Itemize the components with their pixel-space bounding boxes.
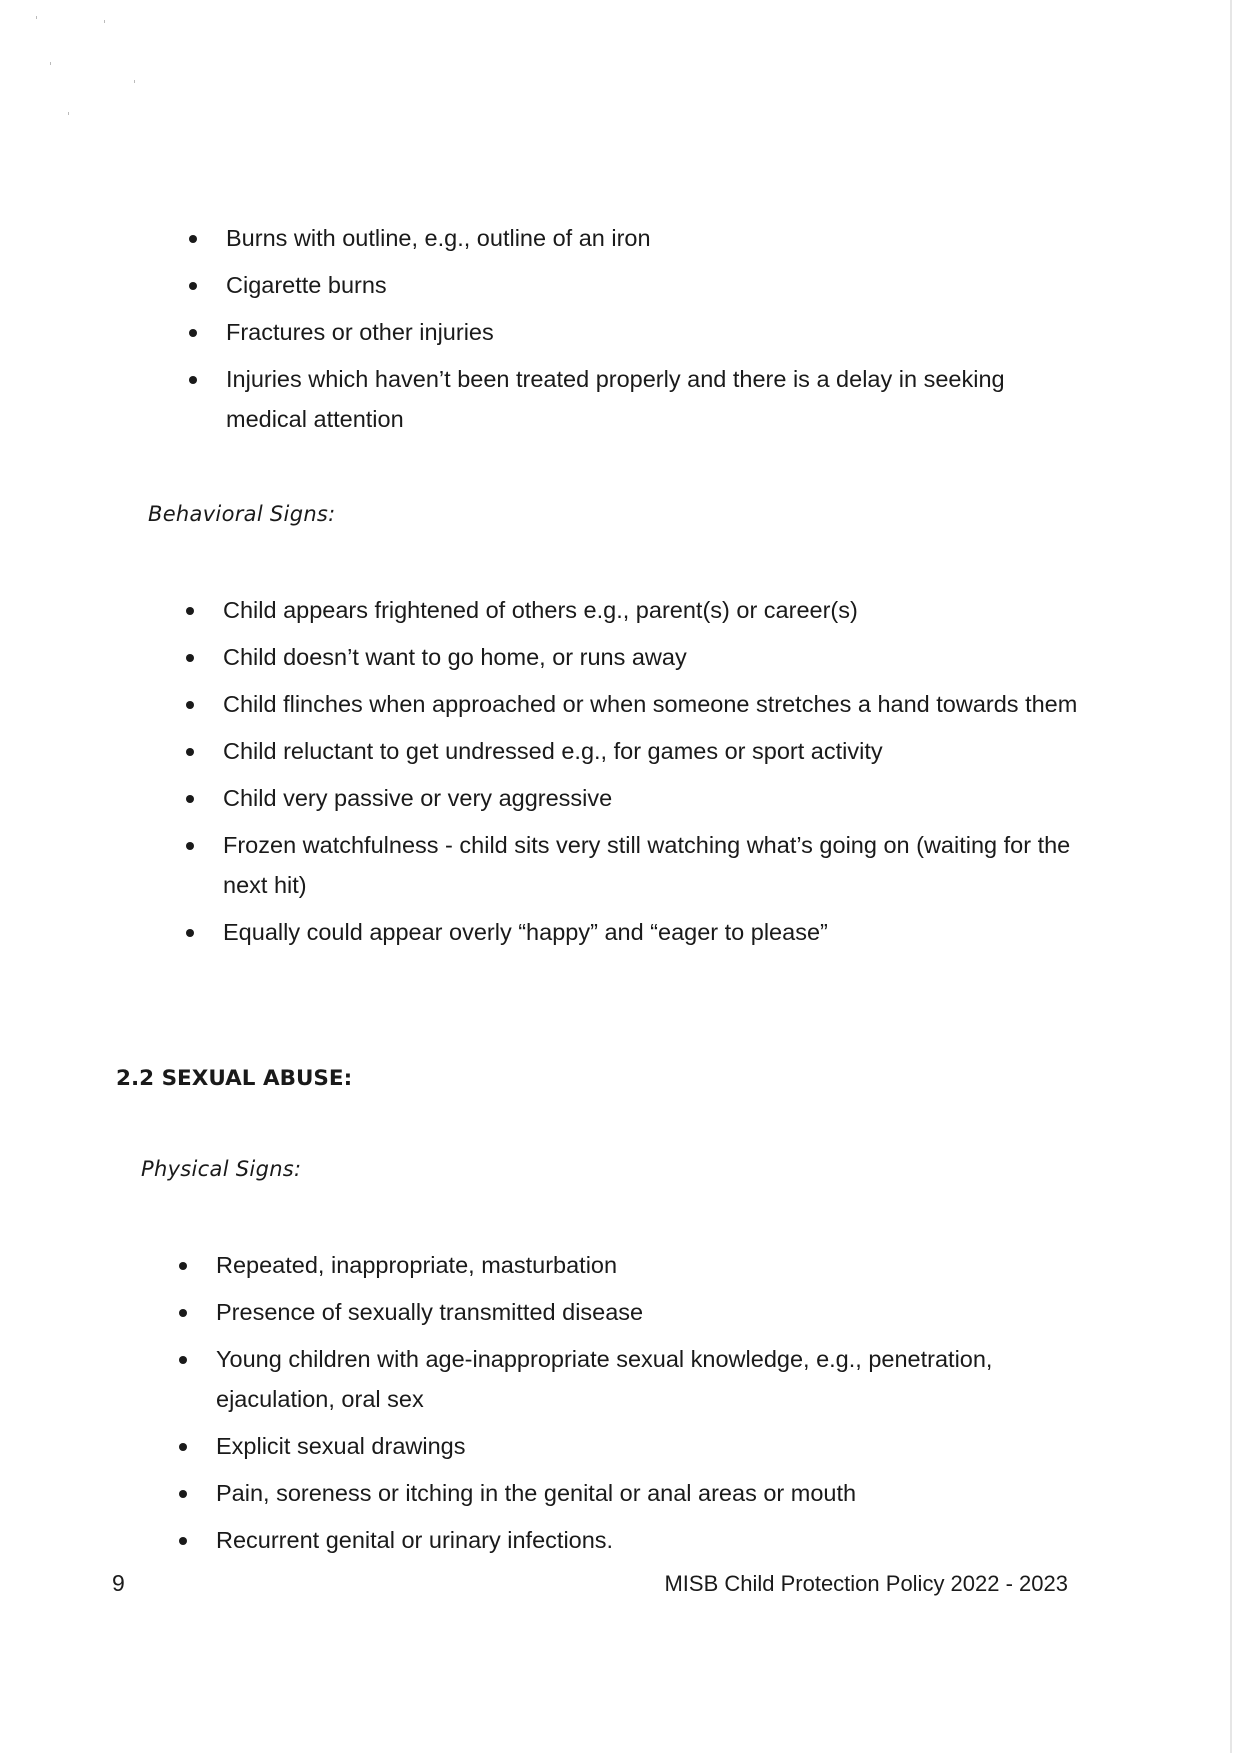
list-item: Young children with age-inappropriate sexual knowledge, e.g., penetration, ejaculation, oral sex [176,1339,1056,1419]
list-item: Child doesn’t want to go home, or runs away [183,637,1123,677]
list-item: Frozen watchfulness - child sits very still watching what’s going on (waiting for the next hit) [183,825,1083,905]
physical-abuse-signs-list [186,218,1066,446]
list-item: Repeated, inappropriate, masturbation [176,1245,1056,1285]
section-heading-sexual-abuse: 2.2 SEXUAL ABUSE: [116,1066,353,1091]
behavioral-signs-heading: Behavioral Signs: [148,502,336,526]
list-item: Child reluctant to get undressed e.g., for games or sport activity [183,731,1123,771]
scan-speck [134,80,135,83]
footer-document-title: MISB Child Protection Policy 2022 - 2023 [664,1571,1068,1596]
list-item: Child appears frightened of others e.g., parent(s) or career(s) [183,590,1123,630]
list-item: Burns with outline, e.g., outline of an iron [186,218,1066,258]
list-item: Cigarette burns [186,265,1066,305]
scan-speck [36,16,37,19]
list-item: Injuries which haven’t been treated properly and there is a delay in seeking medical attention [186,359,1066,439]
list-item: Fractures or other injuries [186,312,1066,352]
list-item: Pain, soreness or itching in the genital or anal areas or mouth [176,1473,1056,1513]
behavioral-signs-list [183,590,1123,959]
list-item: Presence of sexually transmitted disease [176,1292,1056,1332]
physical-signs-heading: Physical Signs: [141,1157,302,1181]
sexual-abuse-physical-signs-list [176,1245,1056,1567]
list-item: Recurrent genital or urinary infections. [176,1520,1056,1560]
list-item: Equally could appear overly “happy” and “eager to please” [183,912,1123,952]
page-edge [1230,0,1232,1753]
list-item: Explicit sexual drawings [176,1426,1056,1466]
scan-speck [50,62,51,65]
list-item: Child flinches when approached or when someone stretches a hand towards them [183,684,1123,724]
footer-page-number: 9 [112,1570,125,1596]
scan-speck [68,112,69,115]
scan-speck [104,20,105,23]
list-item: Child very passive or very aggressive [183,778,1123,818]
